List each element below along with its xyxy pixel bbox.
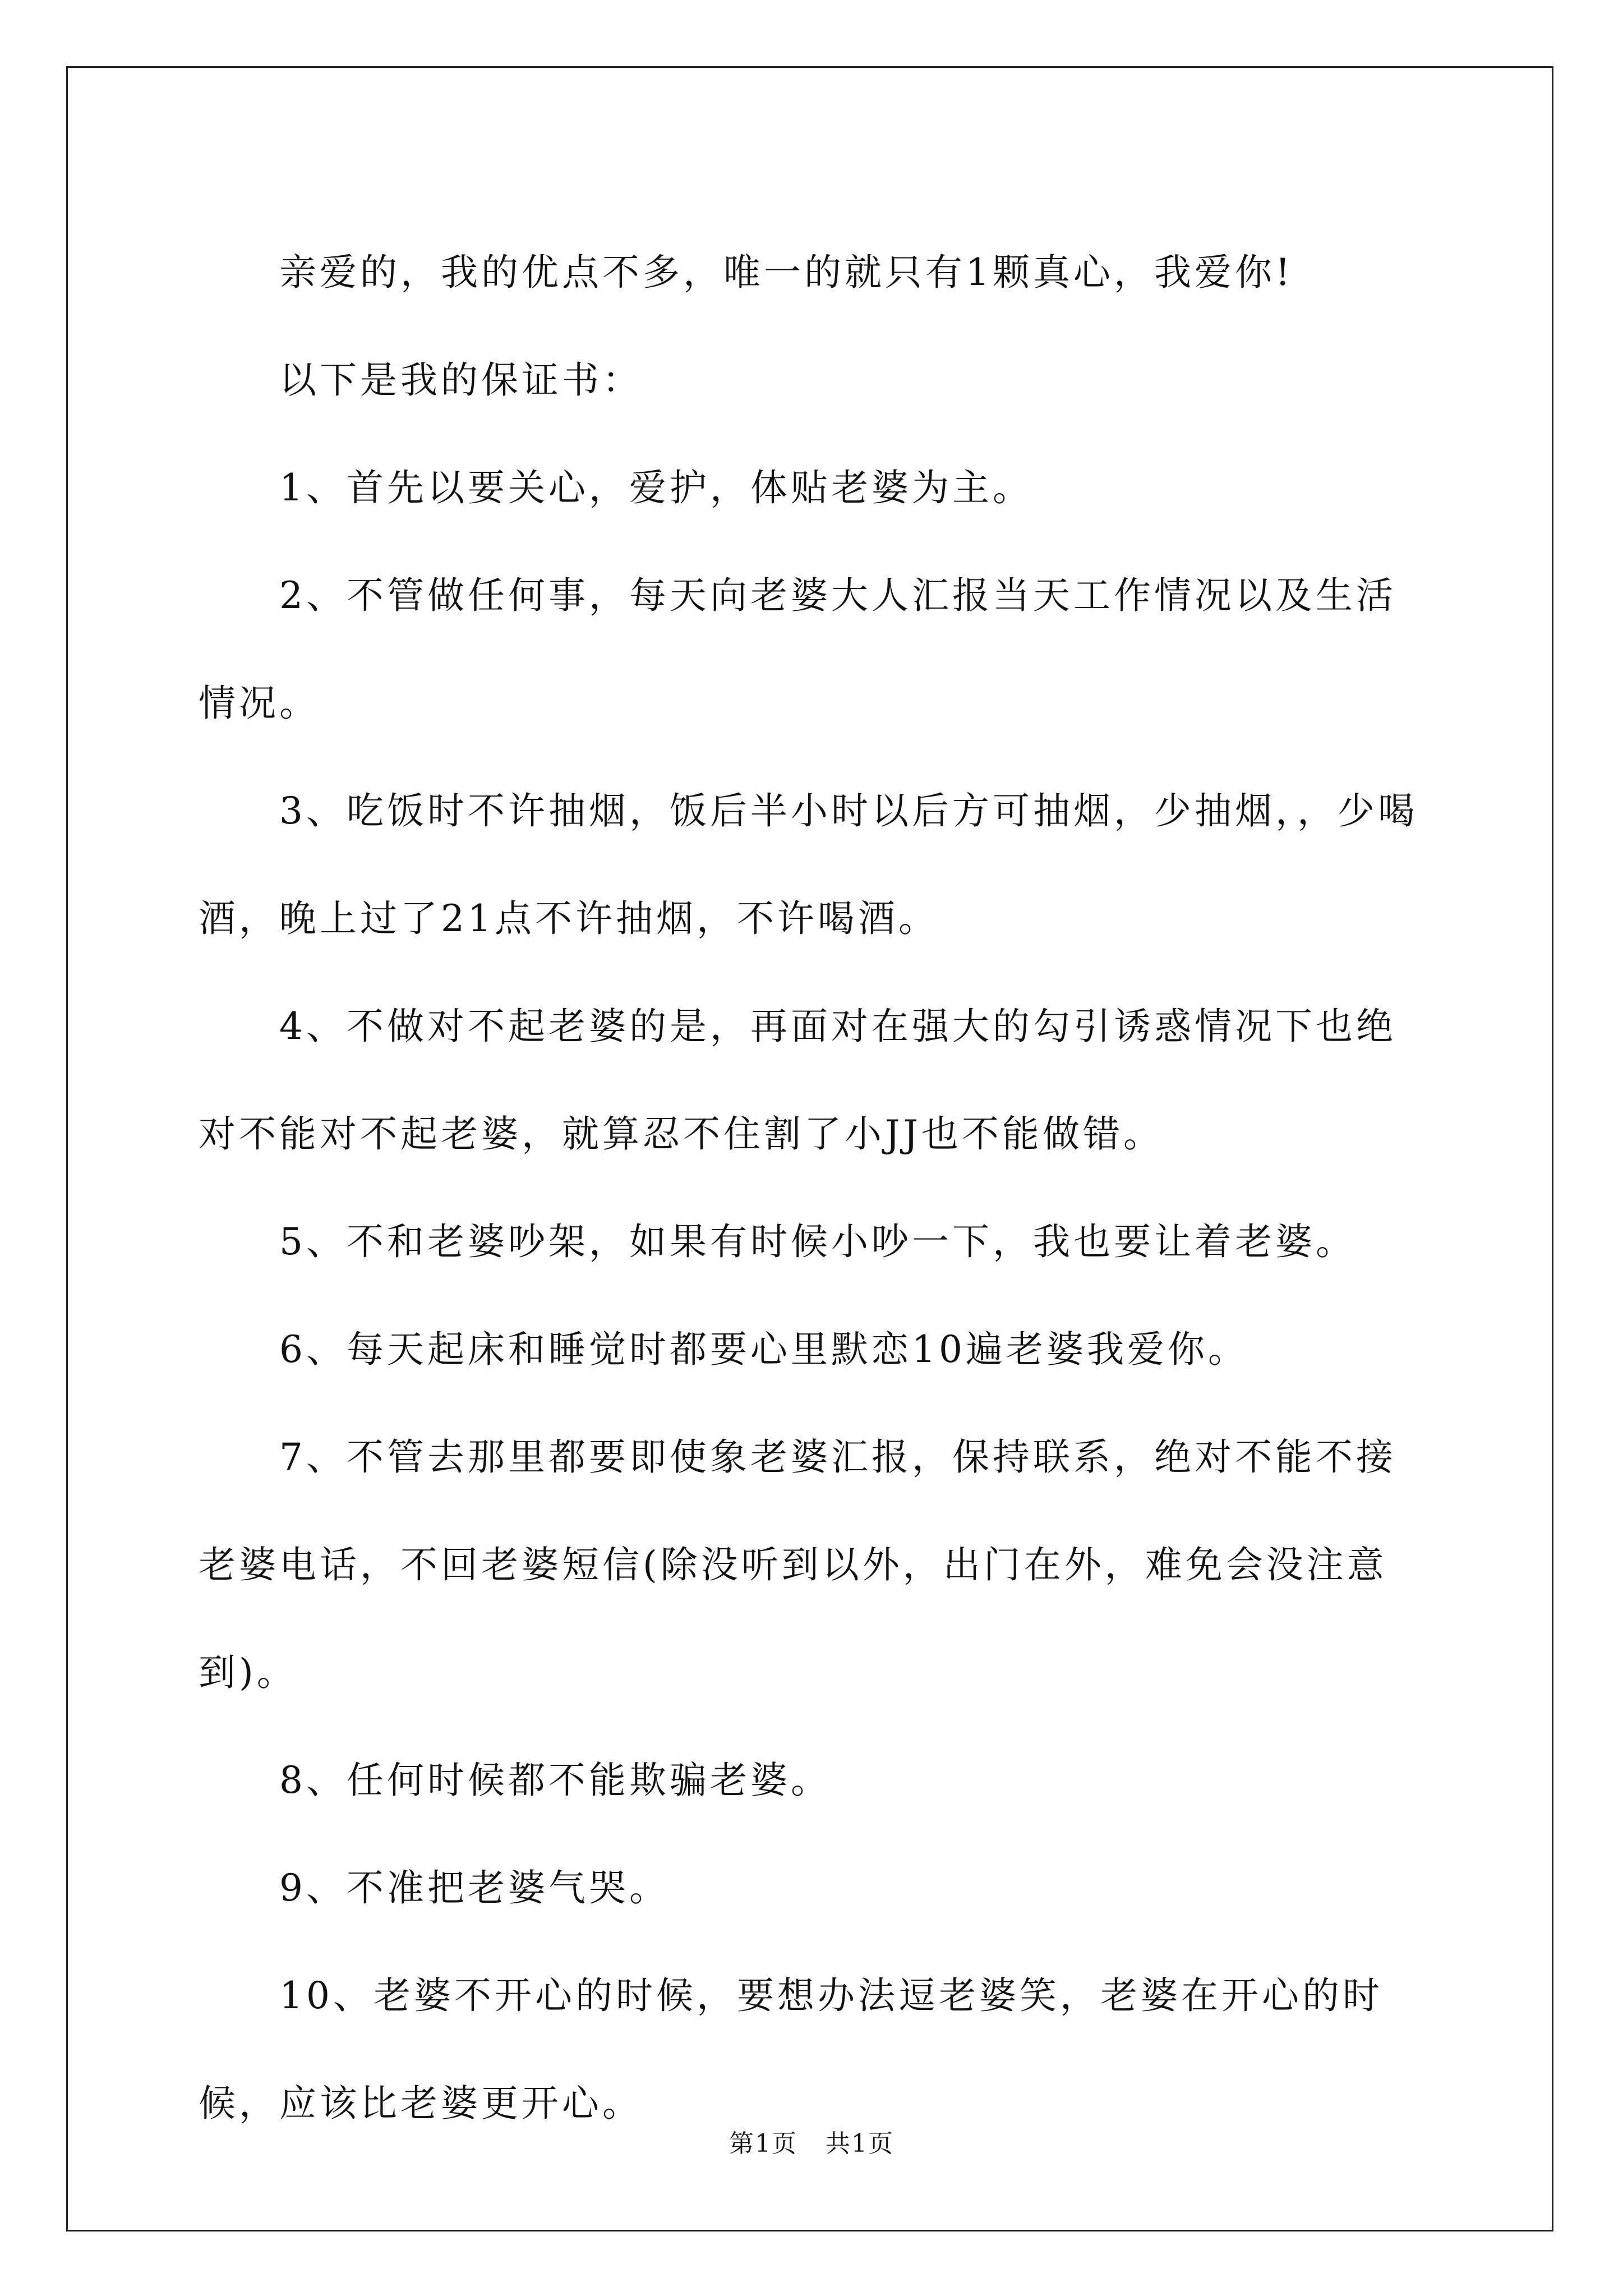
paragraph-item-8: 8、任何时候都不能欺骗老婆。 <box>279 1759 831 1802</box>
document-body <box>199 219 1432 2157</box>
paragraph-item-2: 2、不管做任何事，每天向老婆大人汇报当天工作情况以及生活情况。 <box>199 574 1396 725</box>
paragraph-item-1: 1、首先以要关心，爱护，体贴老婆为主。 <box>279 466 1033 509</box>
paragraph-item-5: 5、不和老婆吵架，如果有时候小吵一下，我也要让着老婆。 <box>279 1220 1356 1263</box>
paragraph-item-7: 7、不管去那里都要即使象老婆汇报，保持联系，绝对不能不接老婆电话，不回老婆短信(除没听到以外，出门在外，难免会没注意到)。 <box>199 1435 1396 1694</box>
paragraph-intro: 以下是我的保证书： <box>279 358 643 402</box>
paragraph-item-10: 10、老婆不开心的时候，要想办法逗老婆笑，老婆在开心的时候，应该比老婆更开心。 <box>199 1974 1383 2125</box>
page-footer <box>0 2123 1623 2159</box>
paragraph-greeting: 亲爱的，我的优点不多，唯一的就只有1颗真心，我爱你! <box>279 251 1294 294</box>
paragraph-item-6: 6、每天起床和睡觉时都要心里默恋10遍老婆我爱你。 <box>279 1328 1248 1371</box>
paragraph-item-9: 9、不准把老婆气哭。 <box>279 1866 670 1910</box>
paragraph-item-4: 4、不做对不起老婆的是，再面对在强大的勾引诱惑情况下也绝对不能对不起老婆，就算忍不住割了小JJ也不能做错。 <box>199 1005 1396 1156</box>
page-total: 共1页 <box>826 2129 894 2158</box>
paragraph-item-3: 3、吃饭时不许抽烟，饭后半小时以后方可抽烟，少抽烟，，少喝酒，晚上过了21点不许抽烟，不许喝酒。 <box>199 789 1418 940</box>
page-number: 第1页 <box>729 2129 797 2158</box>
